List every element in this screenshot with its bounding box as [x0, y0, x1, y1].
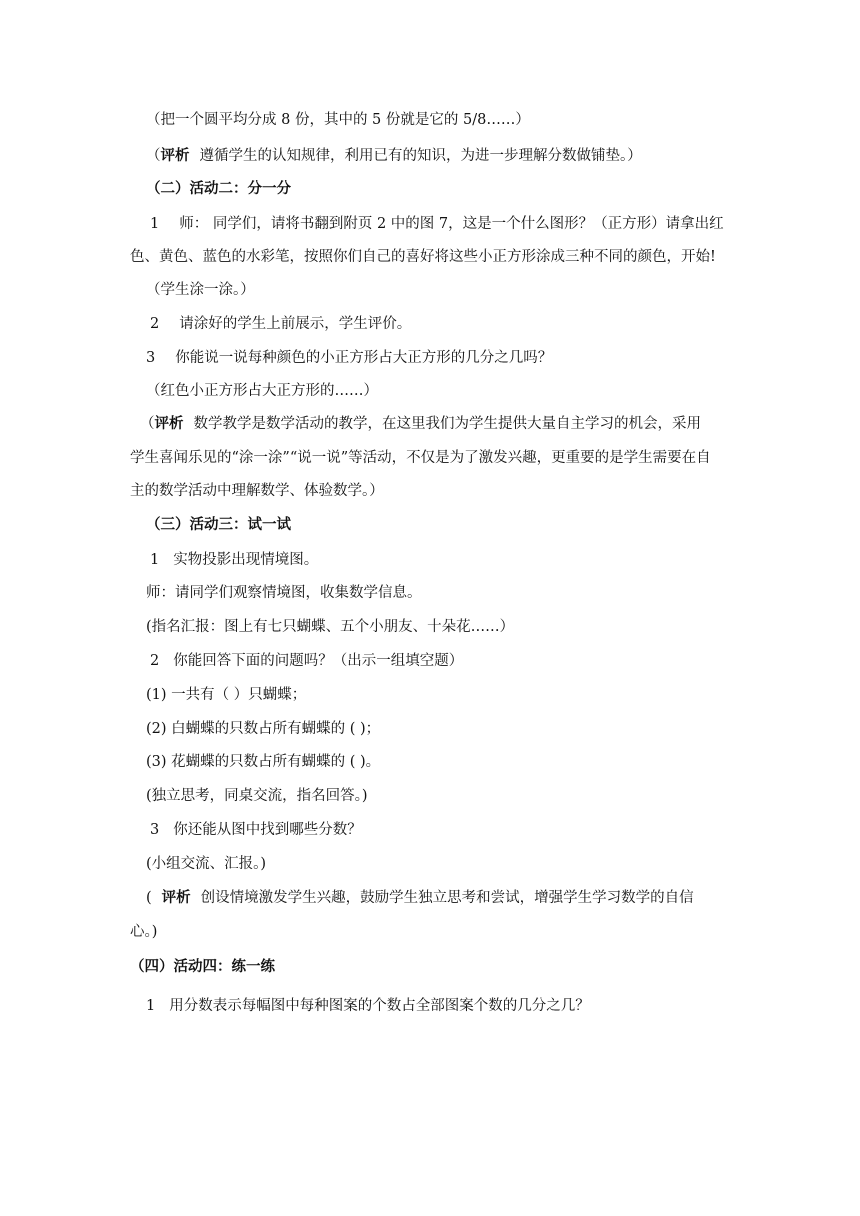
activity-4-heading: （四）活动四：练一练 [130, 958, 275, 975]
item-number: 1 [150, 216, 160, 232]
activity-3-heading: （三）活动三：试一试 [146, 516, 291, 533]
item-number: 2 [150, 653, 160, 669]
activity-3-item-3 [150, 820, 362, 840]
item-number: 2 [150, 316, 160, 332]
activity-2-item-3 [146, 348, 552, 368]
comment-3-line-b: 心。) [130, 924, 158, 940]
question-2: (2) 白蝴蝶的只数占所有蝴蝶的 ( )； [146, 721, 381, 737]
item-number: 1 [150, 552, 160, 568]
comment-1-text: 遵循学生的认知规律，利用已有的知识，为进一步理解分数做铺垫。） [199, 148, 642, 164]
item-text: 实物投影出现情境图。 [173, 552, 319, 568]
activity-3-report: (指名汇报：图上有七只蝴蝶、五个小朋友、十朵花……） [146, 619, 515, 635]
comment-1 [146, 146, 642, 166]
activity-2-item-2 [150, 314, 411, 334]
item-text: 你能说一说每种颜色的小正方形占大正方形的几分之几吗？ [175, 350, 553, 366]
activity-3-teacher-line: 师：请同学们观察情境图，收集数学信息。 [146, 585, 422, 601]
comment-3-label: 评析 [161, 889, 191, 906]
item-text: 你还能从图中找到哪些分数？ [173, 822, 362, 838]
comment-2-line-c: 主的数学活动中理解数学、体验数学。） [130, 483, 384, 499]
comment-2-label: 评析 [154, 415, 184, 432]
activity-2-item-1-line-b: 色、黄色、蓝色的水彩笔，按照你们自己的喜好将这些小正方形涂成三种不同的颜色，开始! [130, 249, 716, 265]
comment-1-open: （ [146, 148, 161, 164]
activity-2-item-1-line-a [150, 214, 724, 234]
comment-2-line-a [140, 414, 701, 434]
item-text: 师： 同学们，请将书翻到附页 2 中的图 7，这是一个什么图形？（正方形）请拿出红 [179, 216, 724, 232]
comment-1-label: 评析 [160, 147, 190, 164]
activity-3-note-2: (小组交流、汇报。) [146, 856, 267, 872]
item-text: 用分数表示每幅图中每种图案的个数占全部图案个数的几分之几？ [169, 998, 590, 1014]
comment-3-text-a: 创设情境激发学生兴趣，鼓励学生独立思考和尝试，增强学生学习数学的自信 [200, 890, 694, 906]
item-number: 3 [146, 350, 156, 366]
item-text: 你能回答下面的问题吗？（出示一组填空题） [173, 653, 464, 669]
question-3: (3) 花蝴蝶的只数占所有蝴蝶的 ( )。 [146, 754, 381, 770]
item-number: 3 [150, 822, 160, 838]
item-text: 请涂好的学生上前展示，学生评价。 [179, 316, 412, 332]
comment-2-text-a: 数学教学是数学活动的教学，在这里我们为学生提供大量自主学习的机会，采用 [193, 416, 701, 432]
comment-2-open: （ [140, 416, 155, 432]
question-1: (1) 一共有（ ）只蝴蝶； [146, 687, 307, 703]
item-number: 1 [146, 998, 156, 1014]
activity-4-item-1 [146, 996, 590, 1016]
comment-3-open: ( [146, 890, 152, 906]
activity-3-note-1: (独立思考，同桌交流，指名回答。) [146, 788, 368, 804]
activity-3-item-1 [150, 550, 318, 570]
activity-2-heading: （二）活动二：分一分 [146, 180, 291, 197]
intro-answer-note: （把一个圆平均分成 8 份，其中的 5 份就是它的 5/8……） [146, 112, 530, 128]
activity-2-note-1: （学生涂一涂。） [146, 282, 255, 298]
comment-2-line-b: 学生喜闻乐见的“涂一涂”“说一说”等活动，不仅是为了激发兴趣，更重要的是学生需要在自 [130, 450, 711, 466]
activity-2-note-2: （红色小正方形占大正方形的……） [146, 383, 378, 399]
comment-3-line-a [146, 888, 694, 908]
activity-3-item-2 [150, 651, 463, 671]
